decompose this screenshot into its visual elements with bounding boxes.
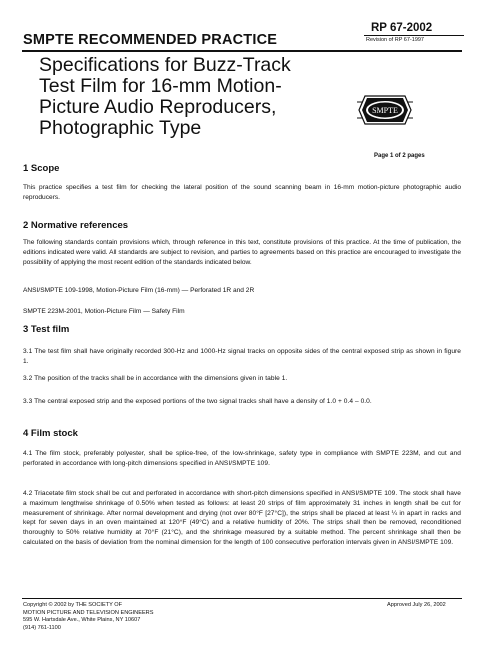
approval-date: Approved July 26, 2002 [387, 602, 446, 608]
page-number: Page 1 of 2 pages [374, 153, 425, 159]
reference-ansi-109: ANSI/SMPTE 109-1998, Motion-Picture Film (16-mm) — Perforated 1R and 2R [23, 287, 255, 294]
title-line: Picture Audio Reproducers, [39, 96, 277, 118]
test-film-3-2: 3.2 The position of the tracks shall be in accordance with the dimensions given in table 1. [23, 375, 288, 382]
revision-note: Revision of RP 67-1997 [366, 37, 424, 43]
normative-text: The following standards contain provisions which, through reference in this text, constitute provisions of this practice. At the time of publication, the editions indicated were valid. All standards are subject to revision, and parties to agreements based on this practice are encouraged to investigate the possibility of applying the most recent edition of the standards indicated below. [23, 239, 461, 266]
header-rule-short [364, 35, 464, 36]
header-rule [22, 50, 462, 52]
footer-copyright [23, 602, 153, 632]
footer-line: (914) 761-1100 [23, 624, 61, 631]
footer-line: 595 W. Hartsdale Ave., White Plains, NY 10607 [23, 617, 141, 624]
document-number: RP 67-2002 [371, 22, 433, 34]
footer-rule [22, 598, 462, 599]
smpte-logo [355, 92, 415, 128]
footer-line: MOTION PICTURE AND TELEVISION ENGINEERS [23, 609, 154, 616]
logo-text: SMPTE [372, 106, 398, 115]
section-heading-film-stock: 4 Film stock [23, 428, 78, 439]
title-line: Test Film for 16-mm Motion- [39, 75, 282, 97]
title-line: Photographic Type [39, 117, 202, 139]
test-film-3-3: 3.3 The central exposed strip and the exposed portions of the two signal tracks shall have a density of 1.0 + 0.4 – 0.0. [23, 398, 372, 405]
scope-text: This practice specifies a test film for checking the lateral position of the sound scanning beam in 16-mm motion-picture photographic audio reproducers. [23, 184, 461, 201]
section-heading-normative: 2 Normative references [23, 220, 129, 231]
film-stock-4-1: 4.1 The film stock, preferably polyester, shall be splice-free, of the low-shrinkage, safety type in compliance with SMPTE 223M, and cut and perforated in accordance with long-pitch dimensions specified in ANSI/SMPTE 109. [23, 450, 461, 467]
film-stock-4-2: 4.2 Triacetate film stock shall be cut and perforated in accordance with short-pitch dimensions specified in ANSI/SMPTE 109. The stock shall have a maximum lengthwise shrinkage of 0.50% when tested as follows: at least 20 strips of film approximately 31 inches in length shall be cut for measurement of shrinkage. After normal development and drying (not over 80°F [27°C]), the strips shall be placed at least ¼ in apart in racks and kept for seven days in an oven maintained at 120°F (49°C) and a relative humidity of 20%. The strips shall then be removed, reconditioned thoroughly to 50% relative humidity at 70°F (21°C), and the shrinkage measured by a suitable method. The percent shrinkage shall then be calculated on the basis of deviation from the nominal dimension for the length of 100 consecutive perforation intervals given in ANSI/SMPTE 109. [23, 490, 461, 546]
footer-line: Copyright © 2002 by THE SOCIETY OF [23, 602, 123, 608]
document-title [39, 55, 344, 139]
test-film-3-1: 3.1 The test film shall have originally recorded 300-Hz and 1000-Hz signal tracks on opposite sides of the central exposed strip as shown in figure 1. [23, 348, 461, 365]
title-line: Specifications for Buzz-Track [39, 54, 291, 76]
section-heading-scope: 1 Scope [23, 163, 60, 174]
section-heading-test-film: 3 Test film [23, 324, 70, 335]
reference-smpte-223m: SMPTE 223M-2001, Motion-Picture Film — Safety Film [23, 308, 185, 315]
header-title: SMPTE RECOMMENDED PRACTICE [23, 32, 278, 48]
